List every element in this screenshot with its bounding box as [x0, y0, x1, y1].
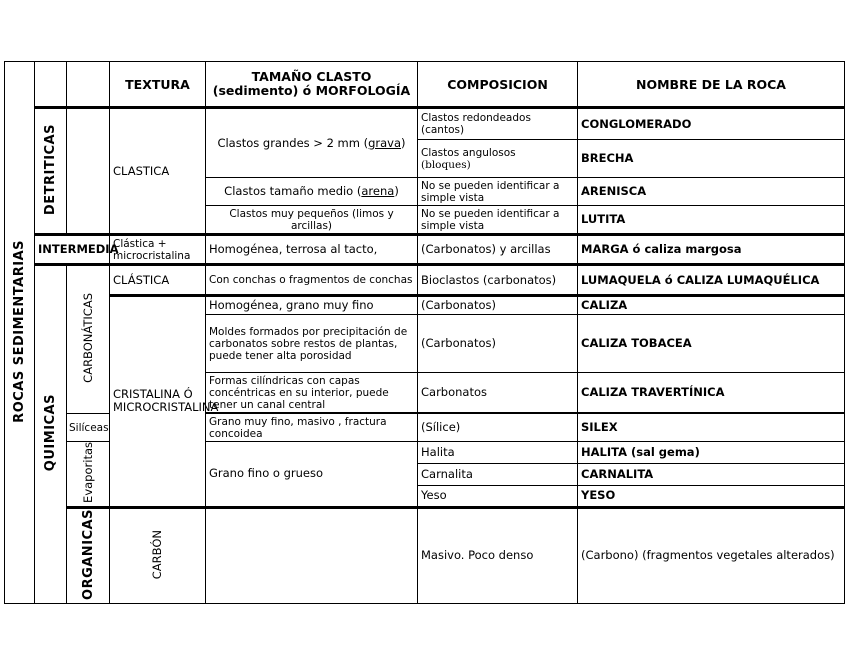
comp-yeso: Yeso — [418, 485, 578, 507]
rock-lutita: LUTITA — [578, 206, 845, 235]
comp-no-ident-2: No se pueden identificar a simple vista — [418, 206, 578, 235]
texture-clastica-micro: Clástica + microcristalina — [110, 235, 206, 265]
group-rocas-sedimentarias: ROCAS SEDIMENTARIAS — [5, 62, 35, 604]
rock-travertinica: CALIZA TRAVERTÍNICA — [578, 373, 845, 413]
comp-carb-3: Carbonatos — [418, 373, 578, 413]
size-evaporitas: Grano fino o grueso — [206, 442, 418, 508]
rock-brecha: BRECHA — [578, 140, 845, 178]
size-lumaquela: Con conchas o fragmentos de conchas — [206, 265, 418, 296]
group-siliceas: Silíceas — [67, 414, 110, 442]
size-marga: Homogénea, terrosa al tacto, — [206, 235, 418, 265]
subgroup-empty — [67, 108, 110, 235]
group-detriticas: DETRITICAS — [35, 108, 67, 235]
texture-empty — [206, 507, 418, 603]
group-carbonaticas: CARBONÁTICAS — [67, 265, 110, 414]
rock-arenisca: ARENISCA — [578, 178, 845, 206]
size-silex: Grano muy fino, masivo , fractura concoidea — [206, 414, 418, 442]
size-medio: Clastos tamaño medio (arena) — [206, 178, 418, 206]
row-conglomerado — [5, 108, 845, 140]
rock-yeso: YESO — [578, 485, 845, 507]
header-textura: TEXTURA — [110, 62, 206, 108]
size-travertino: Formas cilíndricas con capas concéntricas en su interior, puede tener un canal central — [206, 373, 418, 413]
size-grandes: Clastos grandes > 2 mm (grava) — [206, 108, 418, 178]
row-marga — [5, 235, 845, 265]
header-tamano: TAMAÑO CLASTO (sedimento) ó MORFOLOGÍA — [206, 62, 418, 108]
rock-marga: MARGA ó caliza margosa — [578, 235, 845, 265]
size-antracita: Masivo. Poco denso — [418, 507, 578, 603]
comp-no-ident-1: No se pueden identificar a simple vista — [418, 178, 578, 206]
row-lumaquela — [5, 265, 845, 296]
rock-silex: SILEX — [578, 414, 845, 442]
size-tobacea: Moldes formados por precipitación de carbonatos sobre restos de plantas, puede tener alta porosidad — [206, 315, 418, 373]
rock-caliza: CALIZA — [578, 296, 845, 315]
group-evaporitas: Evaporitas — [67, 442, 110, 508]
comp-carnalita: Carnalita — [418, 463, 578, 485]
comp-marga: (Carbonatos) y arcillas — [418, 235, 578, 265]
comp-bioclastos: Bioclastos (carbonatos) — [418, 265, 578, 296]
row-caliza — [5, 296, 845, 315]
rock-classification-table — [4, 61, 845, 604]
group-organicas: ORGANICAS — [67, 507, 110, 603]
comp-carb-1: (Carbonatos) — [418, 296, 578, 315]
comp-silice: (Sílice) — [418, 414, 578, 442]
row-antracita — [5, 507, 845, 603]
texture-cristalina: CRISTALINA Ó MICROCRISTALINA — [110, 296, 206, 508]
comp-carb-2: (Carbonatos) — [418, 315, 578, 373]
texture-clastica: CLÁSTICA — [110, 265, 206, 296]
comp-halita: Halita — [418, 442, 578, 464]
header-nombre: NOMBRE DE LA ROCA — [578, 62, 845, 108]
texture-clastica-upper: CLASTICA — [110, 108, 206, 235]
rock-halita: HALITA (sal gema) — [578, 442, 845, 464]
header-composicion: COMPOSICION — [418, 62, 578, 108]
rock-conglomerado: CONGLOMERADO — [578, 108, 845, 140]
rock-tobacea: CALIZA TOBACEA — [578, 315, 845, 373]
group-quimicas: QUIMICAS — [35, 265, 67, 604]
size-pequenos: Clastos muy pequeños (limos y arcillas) — [206, 206, 418, 235]
rock-lumaquela: LUMAQUELA ó CALIZA LUMAQUÉLICA — [578, 265, 845, 296]
rock-carnalita: CARNALITA — [578, 463, 845, 485]
comp-redondeados: Clastos redondeados (cantos) — [418, 108, 578, 140]
comp-angulosos: Clastos angulosos (bloques) — [418, 140, 578, 178]
comp-carbono: (Carbono) (fragmentos vegetales alterados) — [578, 507, 845, 603]
group-carbon: CARBÓN — [110, 507, 206, 603]
size-caliza: Homogénea, grano muy fino — [206, 296, 418, 315]
header-empty-2 — [67, 62, 110, 108]
header-row — [5, 62, 845, 108]
group-intermedia: INTERMEDIA — [35, 235, 110, 265]
header-empty-1 — [35, 62, 67, 108]
